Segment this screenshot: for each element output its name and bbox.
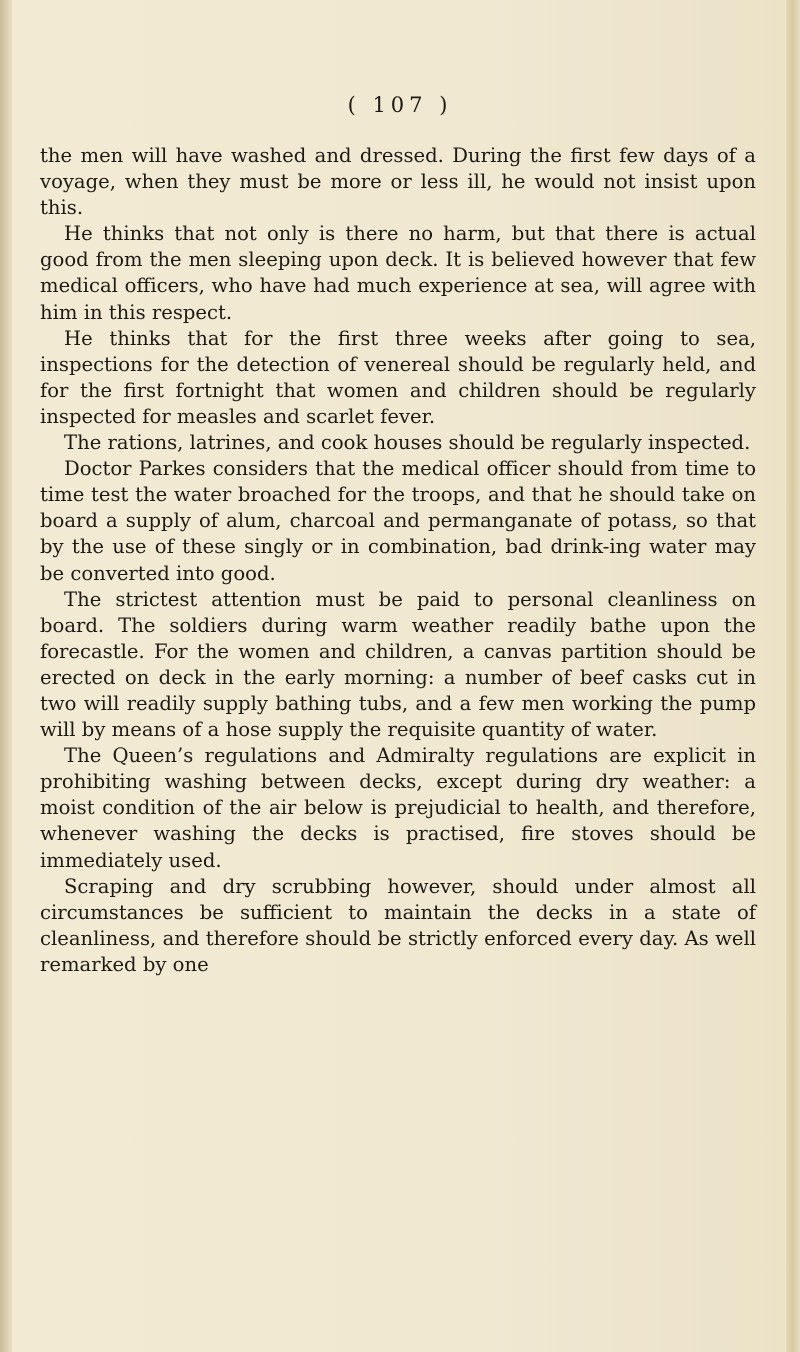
body-text (40, 143, 756, 978)
paragraph: The rations, latrines, and cook houses should be regularly inspected. (64, 431, 751, 455)
paragraph: He thinks that for the first three weeks after going to sea, inspections for the detection of venereal should be regularly held, and for the first fortnight that women and children should be regularly inspected for measles and scarlet fever. (40, 326, 756, 428)
paragraph: The strictest attention must be paid to personal cleanliness on board. The soldiers during warm weather readily bathe upon the forecastle. For the women and children, a canvas partition should be erected on deck in the early morning: a number of beef casks cut in two will readily supply bathing tubs, and a few men working the pump will by means of a hose supply the requisite quantity of water. (40, 587, 756, 742)
paragraph: He thinks that not only is there no harm, but that there is actual good from the men sleeping upon deck. It is believed however that few medical officers, who have had much experience at sea, will agree with him in this respect. (40, 222, 756, 324)
paragraph: Scraping and dry scrubbing however, should under almost all circumstances be sufficient to maintain the decks in a state of cleanliness, and therefore should be strictly enforced every day. As well remarked by one (40, 874, 756, 976)
page-edge (786, 0, 800, 1352)
page-gutter-shadow (0, 0, 12, 1352)
paragraph: Doctor Parkes considers that the medical officer should from time to time test the water broached for the troops, and that he should take on board a supply of alum, charcoal and permanganate of potass, so that by the use of these singly or in combination, bad drink-ing water may be converted into good. (40, 457, 756, 585)
page-number: ( 107 ) (347, 93, 453, 117)
paragraph: the men will have washed and dressed. During the first few days of a voyage, when they must be more or less ill, he would not insist upon this. (40, 144, 756, 220)
paragraph: The Queen’s regulations and Admiralty regulations are explicit in prohibiting washing between decks, except during dry weather: a moist condition of the air below is prejudicial to health, and therefore, whenever washing the decks is practised, fire stoves should be immediately used. (40, 744, 756, 872)
